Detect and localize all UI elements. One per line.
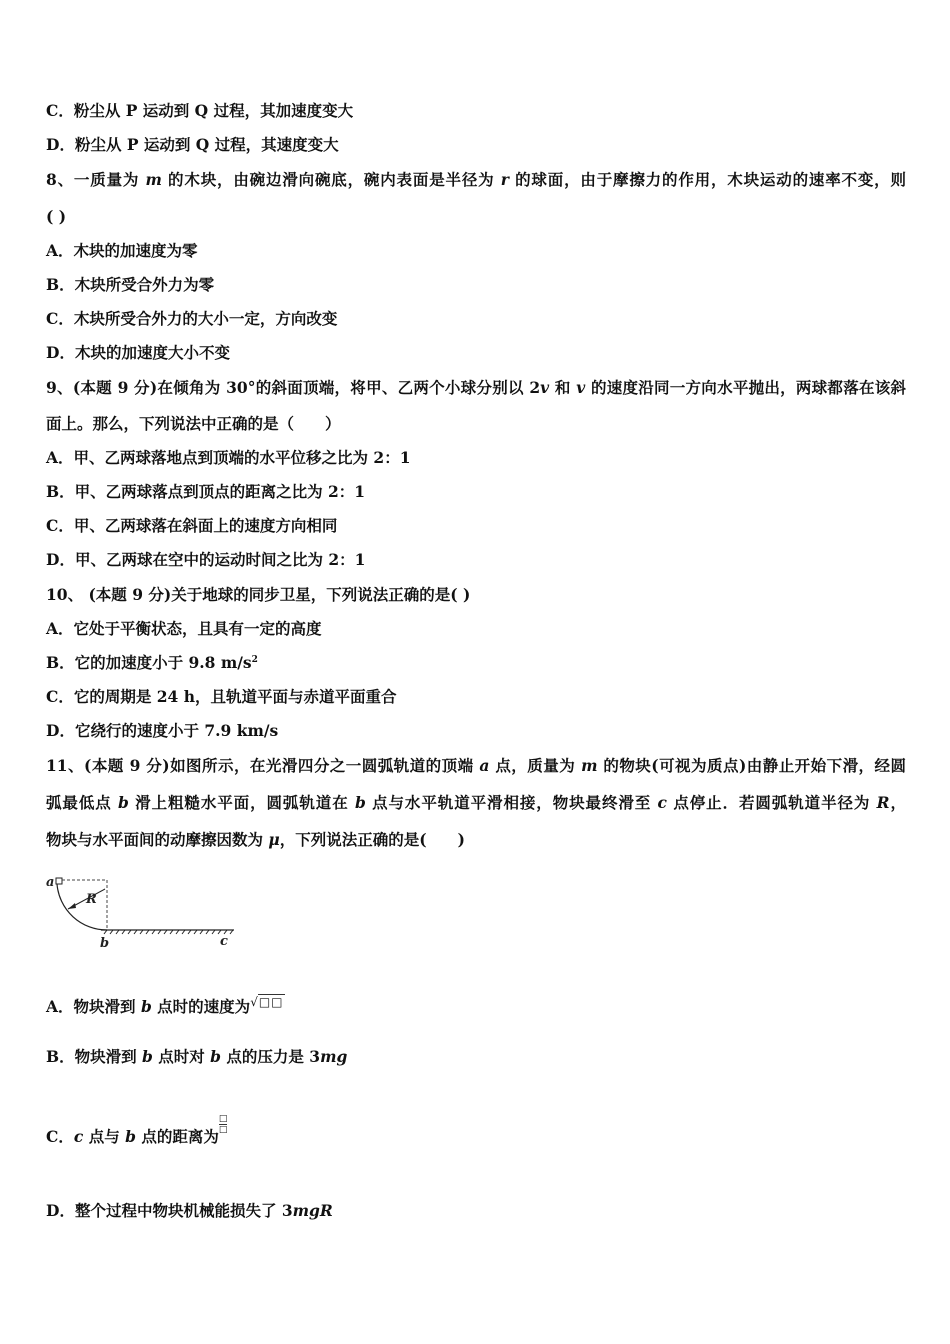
fig-label-R: R [86, 892, 97, 907]
q11-stem-line1: 11、(本题 9 分)如图所示，在光滑四分之一圆弧轨道的顶端 a 点，质量为 m 的物块(可视为质点)由静止开始下滑，经圆 [46, 756, 906, 775]
q8-option-c: C．木块所受合外力的大小一定，方向改变 [46, 309, 338, 328]
fraction-expression: $\frac{□}{□}$ [218, 1114, 228, 1135]
q10-option-d: D．它绕行的速度小于 7.9 km/s [46, 721, 279, 740]
q11-stem-line3: 物块与水平面间的动摩擦因数为 μ，下列说法正确的是( ) [46, 830, 465, 849]
q9-option-b: B．甲、乙两球落点到顶点的距离之比为 2：1 [46, 482, 366, 501]
q11-option-a: A．物块滑到 b 点时的速度为√□□ [46, 992, 285, 1017]
q7-option-c: C．粉尘从 P 运动到 Q 过程，其加速度变大 [46, 101, 354, 120]
q8-stem: 8、一质量为 m 的木块，由碗边滑向碗底，碗内表面是半径为 r 的球面，由于摩擦力的作用，木块运动的速率不变，则 [46, 170, 907, 189]
q8-stem-end: ( ) [46, 207, 67, 226]
fig-label-a: a [46, 875, 55, 890]
q11-figure [44, 872, 244, 952]
q7-option-d: D．粉尘从 P 运动到 Q 过程，其速度变大 [46, 135, 339, 154]
q9-stem: 9、(本题 9 分)在倾角为 30°的斜面顶端，将甲、乙两个小球分别以 2v 和 v 的速度沿同一方向水平抛出，两球都落在该斜 [46, 378, 906, 397]
q8-option-b: B．木块所受合外力为零 [46, 275, 215, 294]
q11-option-d: D．整个过程中物块机械能损失了 3mgR [46, 1201, 333, 1220]
q10-stem: 10、 (本题 9 分)关于地球的同步卫星，下列说法正确的是( ) [46, 585, 471, 604]
q11-option-b: B．物块滑到 b 点时对 b 点的压力是 3mg [46, 1047, 348, 1066]
block-square [56, 878, 62, 884]
radius-arrowhead [68, 903, 76, 909]
q9-option-d: D．甲、乙两球在空中的运动时间之比为 2：1 [46, 550, 366, 569]
q10-option-c: C．它的周期是 24 h，且轨道平面与赤道平面重合 [46, 687, 397, 706]
q9-option-c: C．甲、乙两球落在斜面上的速度方向相同 [46, 516, 338, 535]
fig-label-c: c [220, 934, 228, 949]
quarter-arc-track [57, 884, 107, 930]
q9-stem-line2: 面上。那么，下列说法中正确的是（ ） [46, 414, 341, 433]
q10-option-b: B．它的加速度小于 9.8 $m/s^2$ [46, 653, 258, 672]
q11-stem-line2: 弧最低点 b 滑上粗糙水平面，圆弧轨道在 b 点与水平轨道平滑相接，物块最终滑至 c 点停止．若圆弧轨道半径为 R， [46, 793, 906, 812]
q8-option-d: D．木块的加速度大小不变 [46, 343, 230, 362]
q10-option-a: A．它处于平衡状态，且具有一定的高度 [46, 619, 322, 638]
fig-label-b: b [100, 936, 110, 951]
q8-option-a: A．木块的加速度为零 [46, 241, 198, 260]
q11-option-c: C．c 点与 b 点的距离为 $\frac{□}{□}$ [46, 1114, 228, 1146]
sqrt-expression: √□□ [250, 995, 284, 1009]
q9-option-a: A．甲、乙两球落地点到顶端的水平位移之比为 2：1 [46, 448, 411, 467]
